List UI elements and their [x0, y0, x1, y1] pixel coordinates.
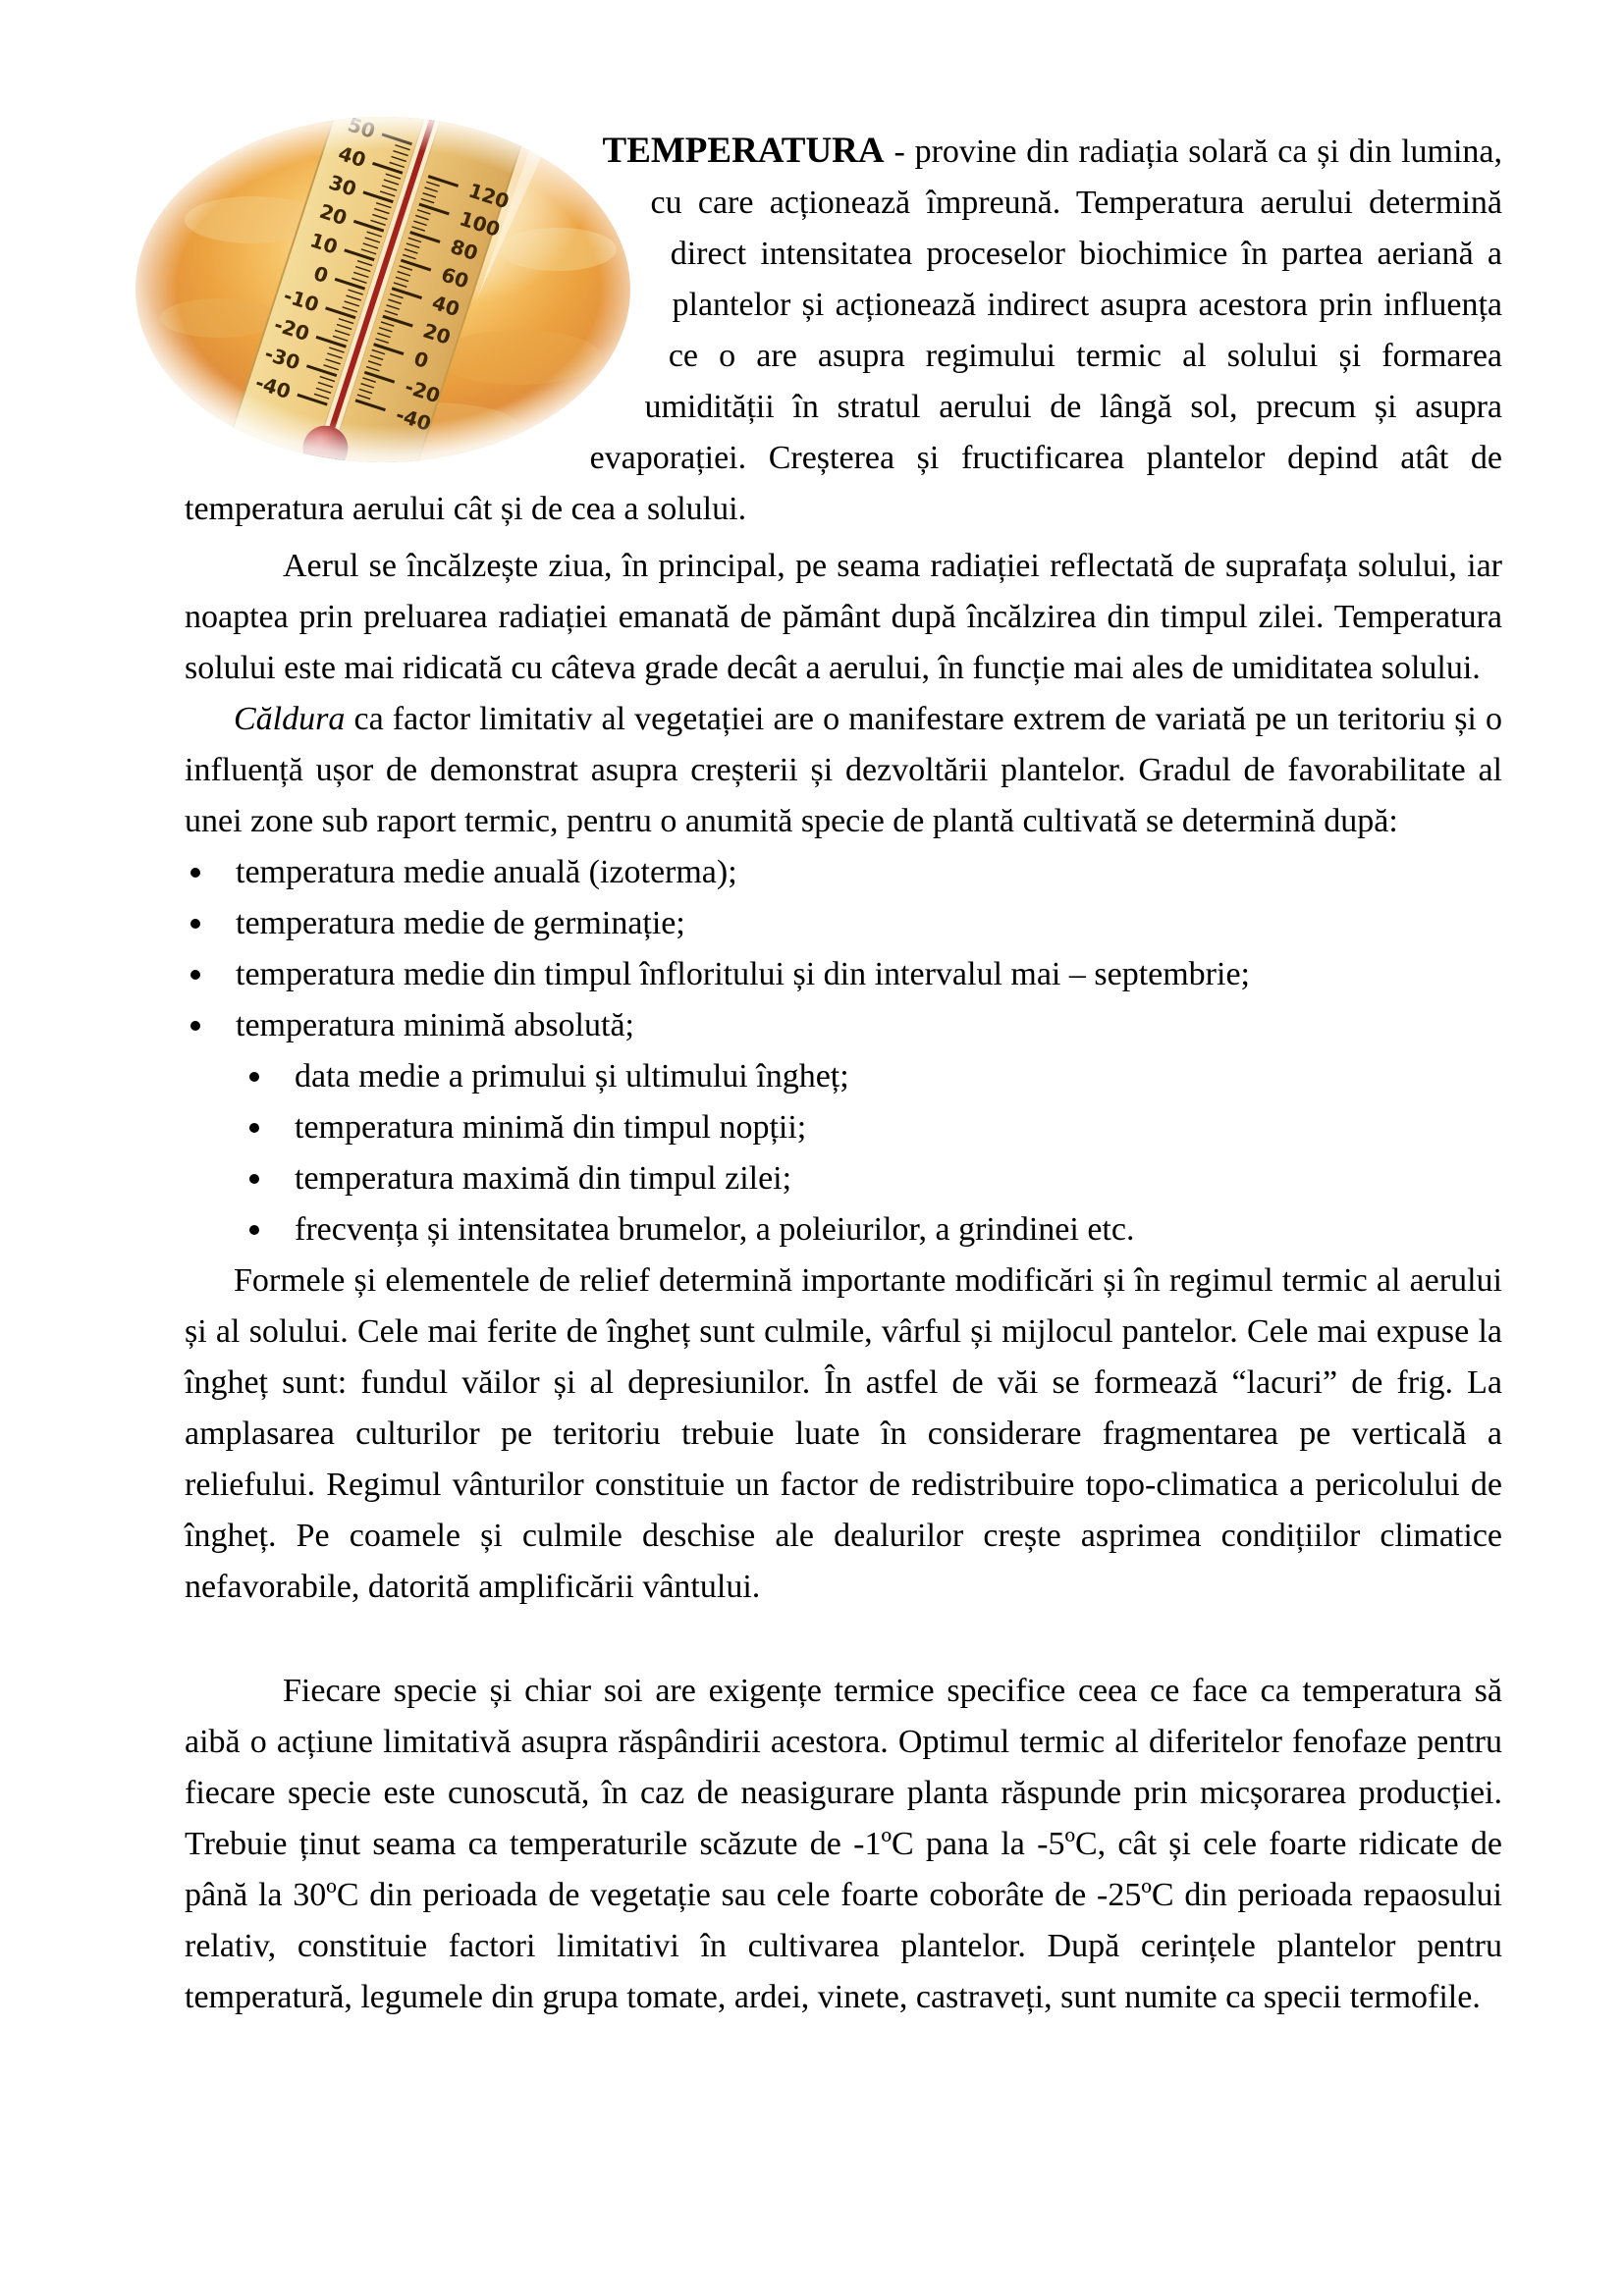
paragraph-caldura-text: ca factor limitativ al vegetației are o manifestare extrem de variată pe un teritoriu și o influență ușor de demonstrat asupra creșterii și dezvoltării plantelor. Gradul de favorabilitate al unei zone sub raport termic, pentru o anumită specie de plantă cultivată se determină după:: [185, 701, 1502, 839]
list-item: [185, 1000, 1502, 1051]
bullet-icon: [190, 919, 200, 929]
paragraph-intro-text: - provine din radiația solară ca și din lumina, cu care acționează împreună. Temperatura aerului determină direct intensitatea proceselor biochimice în partea aeriană a plantelor și acționează indirect asupra acestora prin influența ce o are asupra regimului termic al solului și formarea umidității în stratul aerului de lângă sol, precum și asupra evaporației. Creșterea și fructificarea plantelor depind atât de temperatura aerului cât și de cea a solului.: [185, 133, 1502, 527]
list-item: [185, 949, 1502, 1000]
document-title: TEMPERATURA: [602, 131, 885, 171]
list-item: [185, 1153, 1502, 1204]
list-item-label: temperatura medie din timpul înfloritului și din intervalul mai – septembrie;: [236, 956, 1250, 992]
bullet-icon: [249, 1072, 259, 1082]
list-item-label: data medie a primului și ultimului îngheț;: [295, 1058, 849, 1095]
bullet-icon: [249, 1225, 259, 1235]
bullet-icon: [190, 868, 200, 878]
list-item-label: frecvența și intensitatea brumelor, a poleiurilor, a grindinei etc.: [295, 1211, 1135, 1248]
criteria-list: [185, 847, 1502, 1051]
list-item: [185, 1051, 1502, 1102]
paragraph-caldura: [185, 694, 1502, 847]
caldura-lead-word: Căldura: [234, 701, 346, 737]
paragraph-relief: Formele și elementele de relief determină importante modificări și în regimul termic al aerului și al solului. Cele mai ferite de îngheț sunt culmile, vârful și mijlocul pantelor. Cele mai expuse la îngheț sunt: fundul văilor și al depresiunilor. În astfel de văi se formează “lacuri” de frig. La amplasarea culturilor pe teritoriu trebuie luate în considerare fragmentarea pe verticală a reliefului. Regimul vânturilor constituie un factor de redistribuire topo-climatica a pericolului de îngheț. Pe coamele și culmile deschise ale dealurilor crește asprimea condițiilor climatice nefavorabile, datorită amplificării vântului.: [185, 1262, 1502, 1605]
list-item-label: temperatura minimă absolută;: [236, 1007, 634, 1043]
list-item-label: temperatura minimă din timpul nopții;: [295, 1109, 807, 1146]
paragraph-air-heating: Aerul se încălzește ziua, în principal, pe seama radiației reflectată de suprafața solului, iar noaptea prin preluarea radiației emanată de pământ după încălzirea din timpul zilei. Temperatura solului este mai ridicată cu câteva grade decât a aerului, în funcție mai ales de umiditatea solului.: [185, 548, 1502, 686]
bullet-icon: [249, 1123, 259, 1133]
bullet-icon: [249, 1174, 259, 1184]
list-item: [185, 847, 1502, 898]
list-item-label: temperatura medie de germinație;: [236, 905, 685, 941]
bullet-icon: [190, 1021, 200, 1031]
list-item-label: temperatura maximă din timpul zilei;: [295, 1160, 792, 1197]
list-item: [185, 1204, 1502, 1255]
paragraph-species: Fiecare specie și chiar soi are exigențe termice specifice ceea ce face ca temperatura să aibă o acțiune limitativă asupra răspândirii acestora. Optimul termic al diferitelor fenofaze pentru fiecare specie este cunoscută, în caz de neasigurare planta răspunde prin micșorarea producției. Trebuie ținut seama ca temperaturile scăzute de -1ºC pana la -5ºC, cât și cele foarte ridicate de până la 30ºC din perioada de vegetație sau cele foarte coborâte de -25ºC din perioada repaosului relativ, constituie factori limitativi în cultivarea plantelor. După cerințele plantelor pentru temperatură, legumele din grupa tomate, ardei, vinete, castraveți, sunt numite ca specii termofile.: [185, 1673, 1502, 2015]
document-body: [185, 126, 1502, 2023]
paragraph-intro: [185, 126, 1502, 535]
criteria-sublist: [185, 1051, 1502, 1255]
list-item-label: temperatura medie anuală (izoterma);: [236, 854, 737, 890]
list-item: [185, 1102, 1502, 1153]
list-item: [185, 898, 1502, 949]
bullet-icon: [190, 970, 200, 980]
